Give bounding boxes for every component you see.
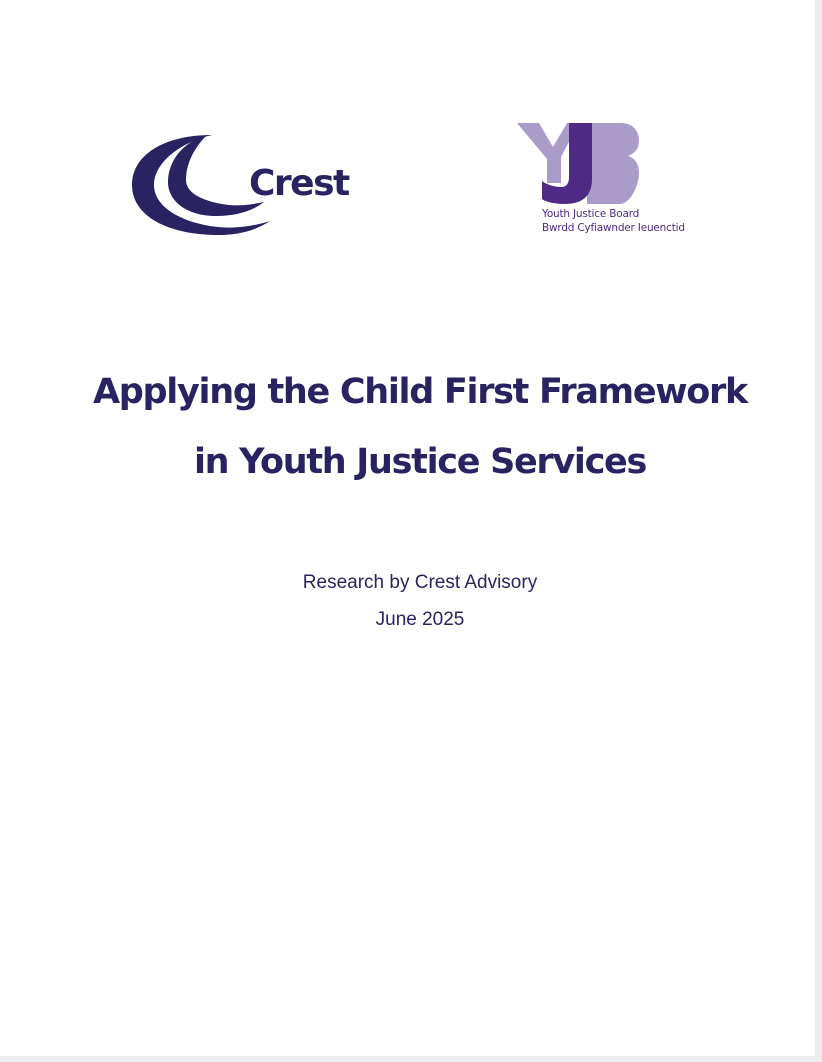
publication-date: June 2025 — [375, 609, 465, 630]
document-title-line-1: Applying the Child First Framework — [93, 372, 747, 412]
yjb-logo-text-english: Youth Justice Board — [542, 208, 640, 220]
document-title-line-2: in Youth Justice Services — [193, 442, 647, 482]
yjb-logo — [517, 123, 642, 208]
yjb-logo-text-welsh: Bwrdd Cyfiawnder Ieuenctid — [542, 222, 685, 234]
crest-wordmark: Crest — [249, 163, 349, 204]
byline: Research by Crest Advisory — [302, 572, 538, 593]
